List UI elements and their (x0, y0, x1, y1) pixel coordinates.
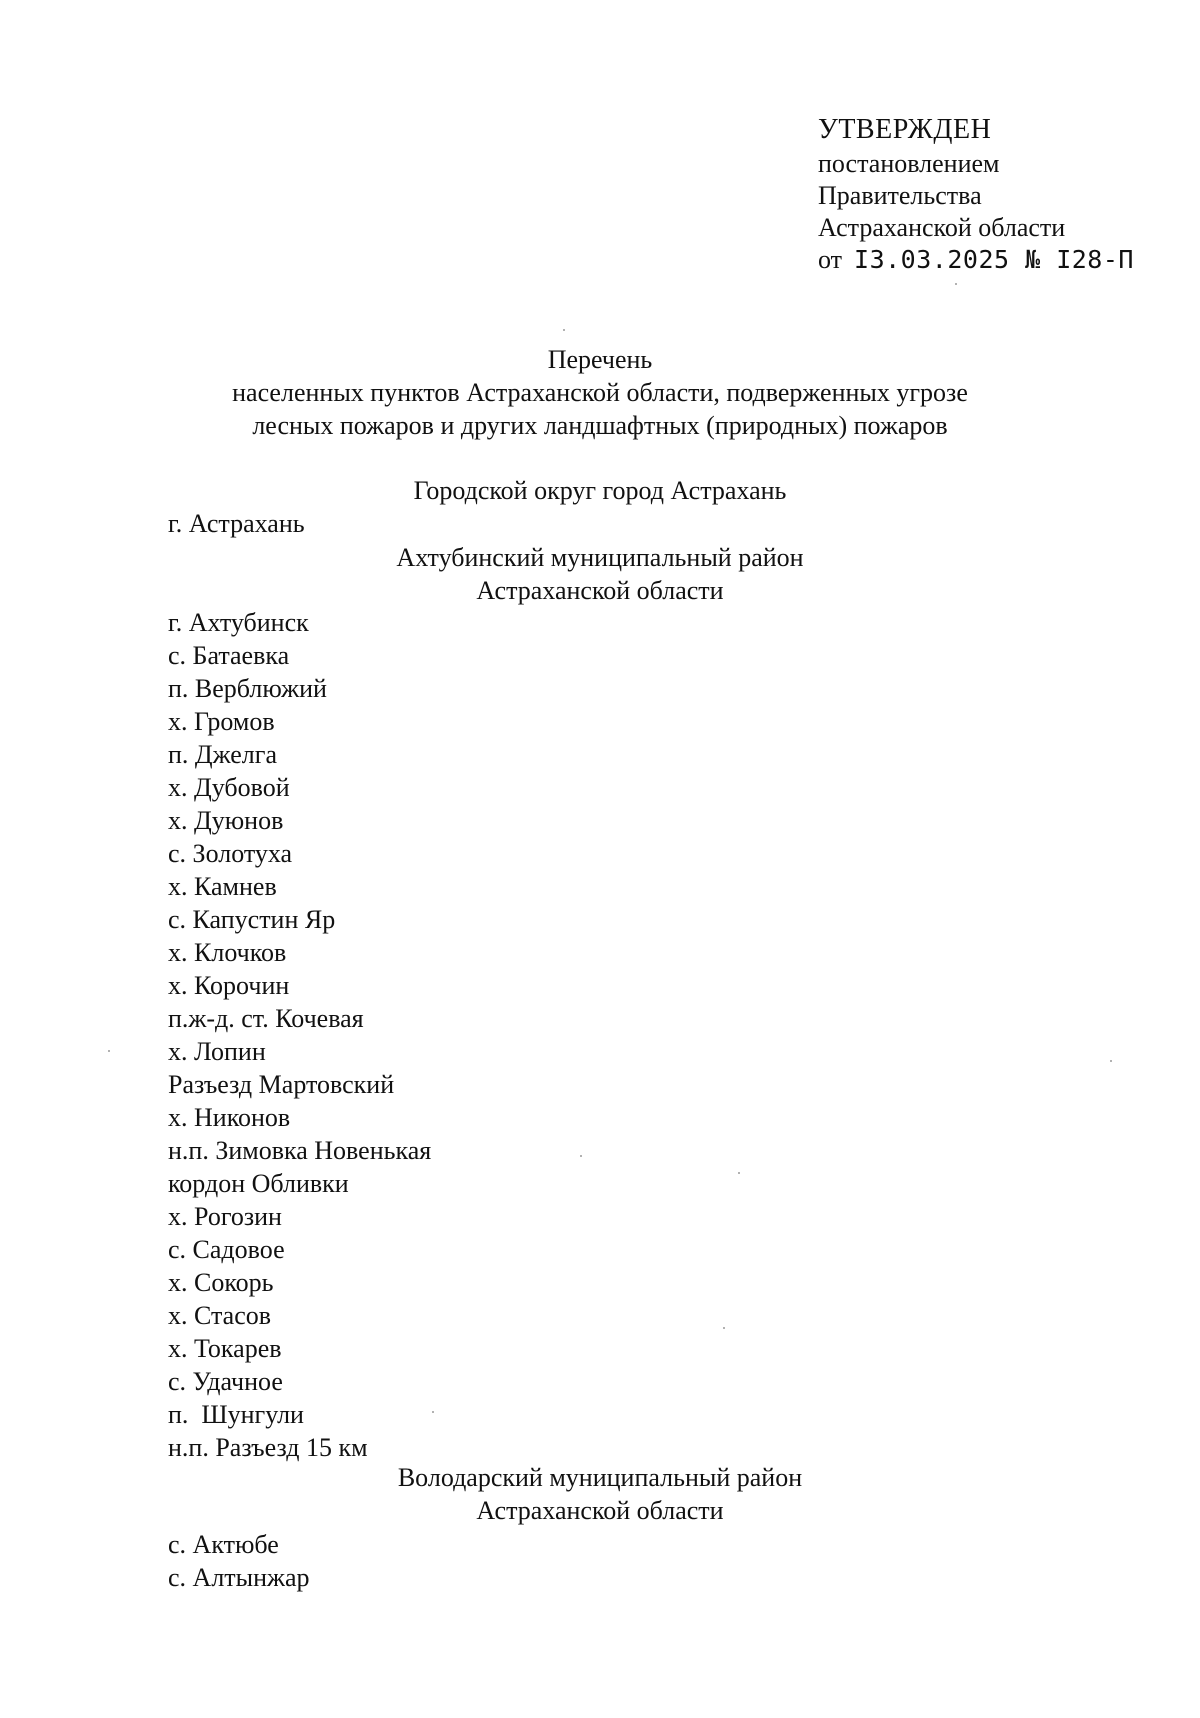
list-item: х. Корочин (168, 971, 290, 1000)
scan-speck (723, 1327, 725, 1329)
approval-heading: УТВЕРЖДЕН (818, 114, 992, 145)
list-item: с. Актюбе (168, 1530, 279, 1559)
scan-speck (432, 1411, 434, 1413)
list-item: п. Шунгули (168, 1400, 304, 1429)
settlement-list (168, 606, 431, 1464)
list-item: х. Рогозин (168, 1202, 282, 1231)
scan-speck (1110, 1060, 1112, 1062)
list-item: с. Удачное (168, 1367, 283, 1396)
section-heading (0, 541, 1200, 607)
list-item: п. Джелга (168, 740, 277, 769)
list-item: н.п. Разъезд 15 км (168, 1433, 368, 1462)
list-item: н.п. Зимовка Новенькая (168, 1136, 432, 1165)
list-item: х. Громов (168, 707, 275, 736)
scan-speck (563, 329, 565, 331)
list-item: х. Стасов (168, 1301, 272, 1330)
title-line: населенных пунктов Астраханской области, подверженных угрозе (232, 378, 968, 407)
section-heading-line: Ахтубинский муниципальный район (396, 543, 804, 572)
scan-speck (580, 1155, 582, 1157)
scan-speck (108, 1050, 110, 1052)
scan-speck (955, 283, 957, 285)
list-item: с. Алтынжар (168, 1563, 310, 1592)
section-heading (0, 1461, 1200, 1527)
list-item: г. Астрахань (168, 509, 305, 538)
list-item: х. Клочков (168, 938, 287, 967)
approval-line: Правительства (818, 181, 982, 210)
document-title (0, 343, 1200, 442)
list-item: кордон Обливки (168, 1169, 349, 1198)
list-item: х. Никонов (168, 1103, 291, 1132)
list-item: Разъезд Мартовский (168, 1070, 395, 1099)
date-prefix: от (818, 245, 843, 274)
list-item: с. Садовое (168, 1235, 285, 1264)
list-item: х. Сокорь (168, 1268, 274, 1297)
title-line: лесных пожаров и других ландшафтных (природных) пожаров (252, 411, 948, 440)
settlement-list (168, 507, 305, 540)
section-heading-line: Володарский муниципальный район (397, 1463, 803, 1492)
section-heading-line: Городской округ город Астрахань (413, 476, 787, 505)
list-item: х. Токарев (168, 1334, 282, 1363)
settlement-list (168, 1528, 310, 1594)
date-and-number-stamp: I3.03.2025 № I28-П (854, 245, 1134, 274)
approval-date-line (818, 244, 1134, 276)
list-item: г. Ахтубинск (168, 608, 309, 637)
list-item: х. Лопин (168, 1037, 266, 1066)
section-heading-line: Астраханской области (476, 1496, 724, 1525)
list-item: х. Камнев (168, 872, 277, 901)
title-line: Перечень (547, 345, 653, 374)
section-heading (0, 474, 1200, 507)
approval-line: Астраханской области (818, 213, 1066, 242)
approval-line: постановлением (818, 149, 1000, 178)
list-item: с. Батаевка (168, 641, 290, 670)
scan-speck (738, 1172, 740, 1174)
list-item: х. Дуюнов (168, 806, 284, 835)
list-item: с. Золотуха (168, 839, 293, 868)
approval-stamp-block (818, 112, 1134, 276)
list-item: п.ж-д. ст. Кочевая (168, 1004, 364, 1033)
list-item: с. Капустин Яр (168, 905, 336, 934)
section-heading-line: Астраханской области (476, 576, 724, 605)
list-item: п. Верблюжий (168, 674, 327, 703)
list-item: х. Дубовой (168, 773, 290, 802)
